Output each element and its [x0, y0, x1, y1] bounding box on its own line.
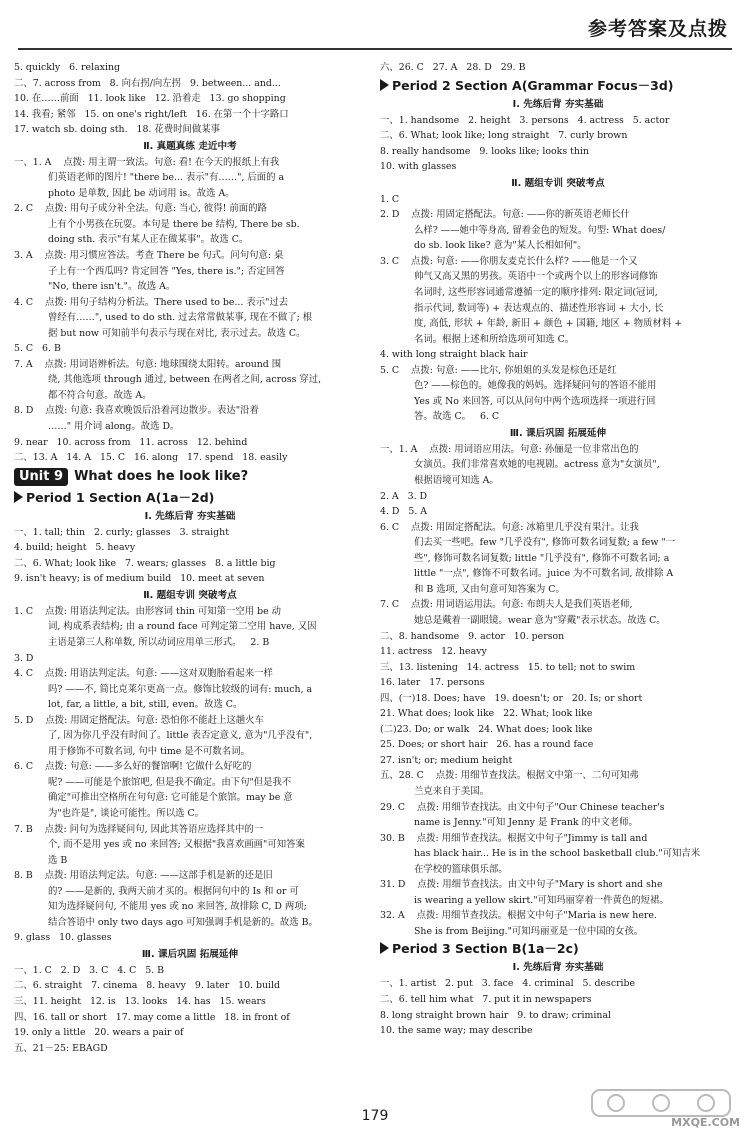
answer-line: 19. only a little 20. wears a pair of — [14, 1027, 184, 1039]
period-title: Period 3 Section B(1a－2c) — [392, 941, 579, 957]
answer-line: 四、16. tall or short 17. may come a little 18. in front of — [14, 1011, 290, 1023]
answer-line: 5. D 点拨: 用固定搭配法。句意: 恐怕你不能赶上这趟火车 — [14, 714, 264, 726]
answer-line: 29. C 点拨: 用细节查找法。由文中句子"Our Chinese teacher's — [380, 801, 665, 813]
answer-line: 7. A 点拨: 用词语辨析法。句意: 地球围绕太阳转。around 围 — [14, 358, 282, 370]
answer-line: 1. C 点拨: 用语法判定法。由形容词 thin 可知第一空用 be 动 — [14, 605, 281, 617]
answer-line: 17. watch sb. doing sth. 18. 花费时间做某事 — [14, 124, 221, 136]
answer-line: 答。故选 C。 6. C — [414, 411, 500, 423]
watermark-url: MXQE.COM — [671, 1116, 740, 1129]
period-title: Period 2 Section A(Grammar Focus－3d) — [392, 77, 674, 93]
section-heading: Ⅱ. 真题真练 走近中考 — [143, 140, 237, 152]
answer-line: 二、6. What; look like 7. wears; glasses 8. a little big — [14, 557, 276, 569]
triangle-icon — [14, 491, 23, 503]
triangle-icon — [380, 79, 389, 91]
period-heading — [380, 939, 736, 959]
answer-line: Yes 或 No 来回答, 可以从问句中两个选项选择一项进行回 — [414, 395, 656, 407]
answer-line: 一、1. C 2. D 3. C 4. C 5. B — [14, 964, 165, 976]
answer-line: 3. D — [14, 652, 34, 664]
answer-line: 3. C 点拨: 句意: ——你朋友麦克长什么样? ——他是一个又 — [380, 255, 638, 267]
answer-line: 女演员。我们非常喜欢她的电视剧。actress 意为"女演员", — [414, 459, 660, 471]
section-heading: Ⅰ. 先练后背 夯实基础 — [512, 962, 604, 974]
section-heading: Ⅱ. 题组专训 突破考点 — [511, 177, 605, 189]
answer-line: 9. near 10. across from 11. across 12. behind — [14, 436, 248, 448]
unit-heading — [14, 466, 366, 488]
answer-line: 7. B 点拨: 问句为选择疑问句, 因此其答语应选择其中的一 — [14, 823, 264, 835]
answer-line: 用于修饰不可数名词, 句中 time 是不可数名词。 — [48, 745, 250, 757]
answer-line: 2. C 点拨: 用句子成分补全法。句意: 当心, 彼得! 前面的路 — [14, 203, 267, 215]
answer-line: 了, 因为你几乎没有时间了。little 表否定意义, 意为"几乎没有", — [48, 730, 313, 742]
answer-line: 4. build; height 5. heavy — [14, 542, 136, 554]
answer-line: 4. C 点拨: 用语法判定法。句意: ——这对双胞胎看起来一样 — [14, 668, 273, 680]
answer-line: 21. What does; look like 22. What; look like — [380, 708, 593, 720]
answer-line: 个, 而不是用 yes 或 no 来回答; 又根据"我喜欢画画"可知答案 — [48, 839, 305, 851]
unit-badge: Unit 9 — [14, 468, 68, 486]
answer-line: 都不符合句意。故选 A。 — [48, 389, 152, 401]
answer-line: 2. A 3. D — [380, 490, 428, 502]
answer-line: 二、7. across from 8. 向右拐/向左拐 9. between... and... — [14, 77, 281, 89]
answer-line: 和 B 选项, 又由句意可知答案为 C。 — [414, 583, 565, 595]
answer-line: 10. the same way; may describe — [380, 1025, 533, 1037]
answer-line: 确定"可推出空格所在句句意: 它可能是个旅馆。may be 意 — [48, 792, 293, 804]
answer-line: 25. Does; or short hair 26. has a round face — [380, 739, 594, 751]
answer-line: 在学校的篮球俱乐部。 — [414, 863, 508, 875]
page-number: 179 — [361, 1108, 389, 1124]
answer-line: doing sth. 表示"有某人正在做某事"。故选 C。 — [48, 234, 249, 246]
answer-line: 27. isn't; or; medium height — [380, 754, 513, 766]
answer-line: 一、1. tall; thin 2. curly; glasses 3. straight — [14, 526, 229, 538]
answer-line: 帅气又高又黑的男孩。英语中一个或两个以上的形容词修饰 — [414, 271, 658, 283]
answer-line: 词, 构成系表结构; 由 a round face 可判定第二空用 have, 又因 — [48, 621, 317, 633]
answer-line: 32. A 点拨: 用细节查找法。根据文中句子"Maria is new here. — [380, 910, 657, 922]
answer-line: 5. C 6. B — [14, 343, 61, 355]
answer-line: 1. C — [380, 193, 400, 205]
answer-line: 名词时, 这些形容词通常遵循一定的顺序排列: 限定词(冠词, — [414, 287, 658, 299]
answer-line: 些", 修饰可数名词复数; little "几乎没有", 修饰不可数名词; a — [414, 552, 670, 564]
answer-line: 兰克来自于美国。 — [414, 785, 490, 797]
answer-line: 二、13. A 14. A 15. C 16. along 17. spend 18. easily — [14, 452, 288, 464]
answer-line: 二、8. handsome 9. actor 10. person — [380, 630, 565, 642]
section-heading: Ⅲ. 课后巩固 拓展延伸 — [509, 427, 607, 439]
answer-line: 选 B — [48, 854, 68, 866]
section-heading: Ⅱ. 题组专训 突破考点 — [143, 589, 237, 601]
answer-line: 为"也许是", 谈论可能性。所以选 C。 — [48, 807, 204, 819]
answer-line: 二、6. tell him what 7. put it in newspapers — [380, 993, 592, 1005]
answer-line: 指示代词, 数词等) + 表达观点的、描述性形容词 + 大小, 长 — [414, 302, 664, 314]
answer-line: 五、21－25: EBAGD — [14, 1042, 108, 1054]
answer-line: 吗? ——不, 简比克莱尔更高一点。修饰比较级的词有: much, a — [48, 683, 313, 695]
page-header — [0, 0, 750, 56]
answer-line: 二、6. What; look like; long straight 7. curly brown — [380, 130, 628, 142]
answer-line: 10. 在……前面 11. look like 12. 沿着走 13. go shopping — [14, 93, 286, 105]
header-rule — [18, 48, 732, 50]
answer-line: 7. C 点拨: 用词语运用法。句意: 布朗夫人是我们英语老师, — [380, 599, 633, 611]
answer-line: 6. C 点拨: 用固定搭配法。句意: 冰箱里几乎没有果汁。让我 — [380, 521, 639, 533]
answer-line: 绕, 其他选项 through 通过, between 在两者之间, across 穿过, — [48, 374, 322, 386]
answer-line: 子上有一个西瓜吗? 肯定回答 "Yes, there is."; 否定回答 — [48, 265, 285, 277]
answer-line: 呢? ——可能是个旅馆吧, 但是我不确定。由下句"但是我不 — [48, 776, 292, 788]
answer-line: 9. isn't heavy; is of medium build 10. meet at seven — [14, 573, 265, 585]
answer-line: 知为选择疑问句, 不能用 yes 或 no 来回答, 故排除 C, D 两项; — [48, 901, 307, 913]
answer-line: 根据语境可知选 A。 — [414, 475, 499, 487]
answer-line: 8. really handsome 9. looks like; looks thin — [380, 145, 589, 157]
answer-line: 二、6. straight 7. cinema 8. heavy 9. later 10. build — [14, 980, 281, 992]
section-heading: Ⅲ. 课后巩固 拓展延伸 — [141, 948, 239, 960]
answer-line: 度, 高低, 形状 + 年龄, 新旧 + 颜色 + 国籍, 地区 + 物质材料 + — [414, 318, 683, 330]
period-heading — [14, 488, 366, 508]
header-title: 参考答案及点拨 — [587, 18, 728, 40]
answer-line: 三、11. height 12. is 13. looks 14. has 15. wears — [14, 995, 266, 1007]
answer-line: is wearing a yellow skirt."可知玛丽穿着一件黄色的短裙。 — [414, 894, 669, 906]
answer-line: name is Jenny."可知 Jenny 是 Frank 的中文老师。 — [414, 817, 638, 829]
answer-line: ……" 用介词 along。故选 D。 — [48, 421, 180, 433]
answer-line: 五、28. C 点拨: 用细节查找法。根据文中第一、二句可知弗 — [380, 770, 639, 782]
answer-line: 曾经有……", used to do sth. 过去常常做某事, 现在不做了; 根 — [48, 312, 313, 324]
answer-line: 3. A 点拨: 用习惯应答法。考查 There be 句式。问句句意: 桌 — [14, 250, 284, 262]
answer-line: photo 是单数, 因此 be 动词用 is。故选 A。 — [48, 187, 235, 199]
answer-line: 16. later 17. persons — [380, 677, 485, 689]
section-heading: Ⅰ. 先练后背 夯实基础 — [512, 98, 604, 110]
answer-line: 8. D 点拨: 句意: 我喜欢晚饭后沿着河边散步。表达"沿着 — [14, 405, 259, 417]
left-column — [14, 60, 366, 1056]
answer-line: 据 but now 可知前半句表示与现在对比, 表示过去。故选 C。 — [48, 327, 306, 339]
period-heading — [380, 76, 736, 96]
answer-line: 5. quickly 6. relaxing — [14, 62, 120, 73]
answer-line: 们去买一些吧。few "几乎没有", 修饰可数名词复数; a few "一 — [414, 537, 676, 549]
right-column — [380, 60, 736, 1039]
answer-line: 一、1. A 点拨: 用主谓一致法。句意: 看! 在今天的报纸上有我 — [14, 156, 280, 168]
answer-line: 9. glass 10. glasses — [14, 932, 112, 944]
unit-title: What does he look like? — [74, 468, 249, 484]
answer-line: She is from Beijing."可知玛丽亚是一位中国的女孩。 — [414, 925, 644, 937]
answer-line: 四、(一)18. Does; have 19. doesn't; or 20. Is; or short — [380, 692, 643, 704]
answer-line: little "一点", 修饰不可数名词。juice 为不可数名词, 故排除 A — [414, 568, 674, 580]
period-title: Period 1 Section A(1a－2d) — [26, 489, 215, 505]
answer-line: 一、1. A 点拨: 用词语应用法。句意: 孙俪是一位非常出色的 — [380, 443, 639, 455]
answer-line: 31. D 点拨: 用细节查找法。由文中句子"Mary is short and she — [380, 879, 663, 891]
answer-line: 她总是戴着一副眼镜。wear 意为"穿戴"表示状态。故选 C。 — [414, 614, 666, 626]
answer-line: 6. C 点拨: 句意: ——多么好的餐馆啊! 它做什么好吃的 — [14, 761, 252, 773]
answer-line: (二)23. Do; or walk 24. What does; look like — [380, 723, 593, 735]
answer-line: 14. 我看; 紧邻 15. on one's right/left 16. 在第一个十字路口 — [14, 108, 289, 120]
answer-line: has black hair... He is in the school basketball club."可知吉米 — [414, 848, 701, 860]
section-heading: Ⅰ. 先练后背 夯实基础 — [144, 510, 236, 522]
answer-line: 11. actress 12. heavy — [380, 646, 487, 658]
answer-line: 一、1. artist 2. put 3. face 4. criminal 5. describe — [380, 978, 636, 990]
answer-line: 三、13. listening 14. actress 15. to tell; not to swim — [380, 661, 636, 673]
answer-line: 上有个小男孩在玩耍。本句是 there be 结构, There be sb. — [48, 218, 300, 230]
answer-line: 10. with glasses — [380, 161, 457, 173]
answer-line: 色? ——棕色的。她像我的妈妈。选择疑问句的答语不能用 — [414, 380, 657, 392]
answer-line: 六、26. C 27. A 28. D 29. B — [380, 62, 526, 73]
answer-line: 4. D 5. A — [380, 506, 428, 518]
answer-line: 4. C 点拨: 用句子结构分析法。There used to be... 表示"过去 — [14, 296, 289, 308]
answer-line: 8. B 点拨: 用语法判定法。句意: ——这部手机是新的还是旧 — [14, 870, 273, 882]
answer-line: 5. C 点拨: 句意: ——比尔, 你姐姐的头发是棕色还是红 — [380, 364, 617, 376]
answer-line: 么样? ——她中等身高, 留着金色的短发。句型: What does/ — [414, 224, 666, 236]
answer-line: 2. D 点拨: 用固定搭配法。句意: ——你的新英语老师长什 — [380, 209, 630, 221]
answer-line: 8. long straight brown hair 9. to draw; criminal — [380, 1009, 612, 1021]
answer-line: 结合答语中 only two days ago 可知强调手机是新的。故选 B。 — [48, 916, 318, 928]
answer-line: do sb. look like? 意为"某人长相如何"。 — [414, 240, 587, 252]
answer-line: lot, far, a little, a bit, still, even。故选 C。 — [48, 699, 243, 711]
answer-line: "No, there isn't."。故选 A。 — [48, 281, 176, 293]
answer-line: 30. B 点拨: 用细节查找法。根据文中句子"Jimmy is tall and — [380, 832, 648, 844]
answer-line: 们英语老师的图片! "there be... 表示"有……", 后面的 a — [48, 172, 285, 184]
answer-line: 一、1. handsome 2. height 3. persons 4. actress 5. actor — [380, 114, 670, 126]
answer-line: 主语是第三人称单数, 所以动词应用单三形式。 2. B — [48, 636, 270, 648]
answer-line: 名词。根据上述和所给选项可知选 C。 — [414, 333, 575, 345]
triangle-icon — [380, 942, 389, 954]
answer-line: 的? ——是新的, 我两天前才买的。根据问句中的 Is 和 or 可 — [48, 885, 299, 897]
answer-line: 4. with long straight black hair — [380, 349, 528, 361]
